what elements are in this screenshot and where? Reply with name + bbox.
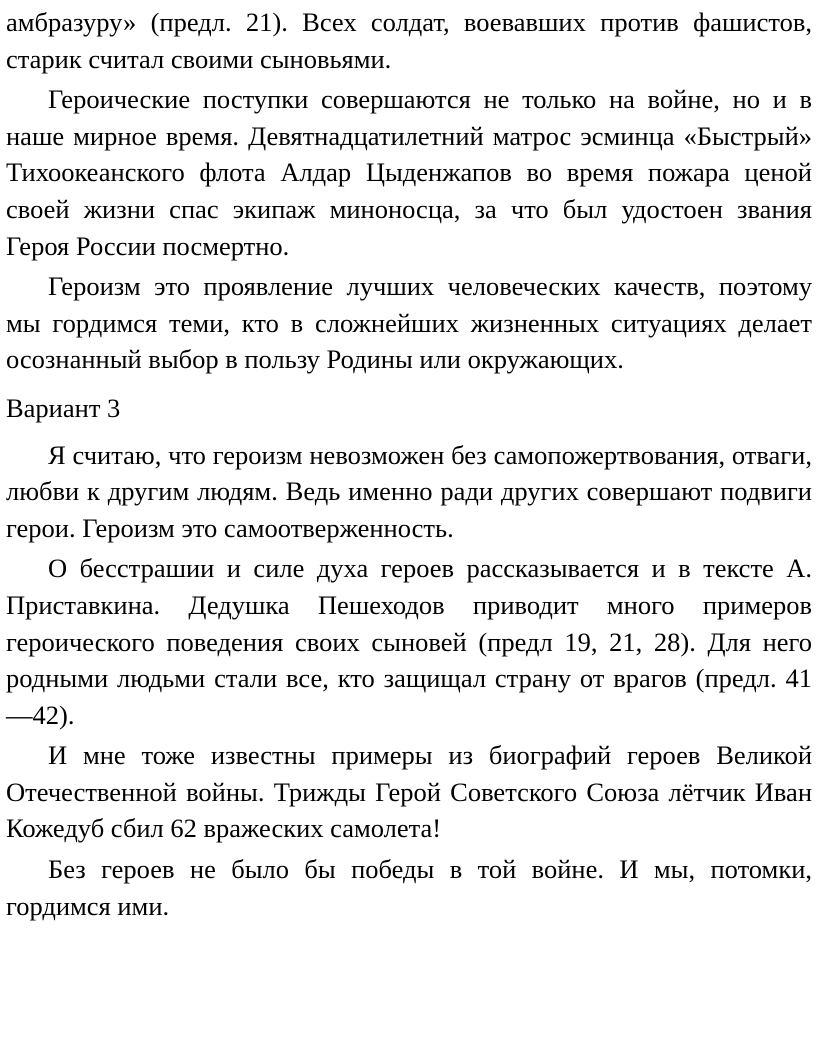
paragraph-kozhedub: И мне тоже известны примеры из биографий героев Великой Отечественной войны. Трижды Герой Советского Союза лётчик Иван Кожедуб сбил 62 вражеских самолета! xyxy=(6,740,812,844)
paragraph-heroism-definition: Героизм это проявление лучших человеческих качеств, поэтому мы гордимся теми, кто в сложнейших жизненных ситуациях делает осознанный выбор в пользу Родины или окружающих. xyxy=(6,271,812,375)
document-page xyxy=(6,4,812,924)
variant-heading: Вариант 3 xyxy=(6,392,121,423)
paragraph-conclusion: Без героев не было бы победы в той войне. И мы, потомки, гордимся ими. xyxy=(6,854,812,921)
paragraph-heroic-deeds: Героические поступки совершаются не только на войне, но и в наше мирное время. Девятнадцатилетний матрос эсминца «Быстрый» Тихоокеанского флота Алдар Цыденжапов во время пожара ценой своей жизни спас экипаж миноносца, за что был удостоен звания Героя России посмертно. xyxy=(6,84,812,261)
paragraph-pristavkin: О бесстрашии и силе духа героев рассказывается и в тексте А. Приставкина. Дедушка Пешеходов приводит много примеров героического поведения своих сыновей (предл 19, 21, 28). Для него родными людьми стали все, кто защищал страну от врагов (предл. 41—42). xyxy=(6,553,812,730)
paragraph-continuation: амбразуру» (предл. 21). Всех солдат, воевавших против фашистов, старик считал своими сыновьями. xyxy=(6,7,812,74)
paragraph-self-sacrifice: Я считаю, что героизм невозможен без самопожертвования, отваги, любви к другим людям. Ведь именно ради других совершают подвиги герои. Героизм это самоотверженность. xyxy=(6,439,812,543)
